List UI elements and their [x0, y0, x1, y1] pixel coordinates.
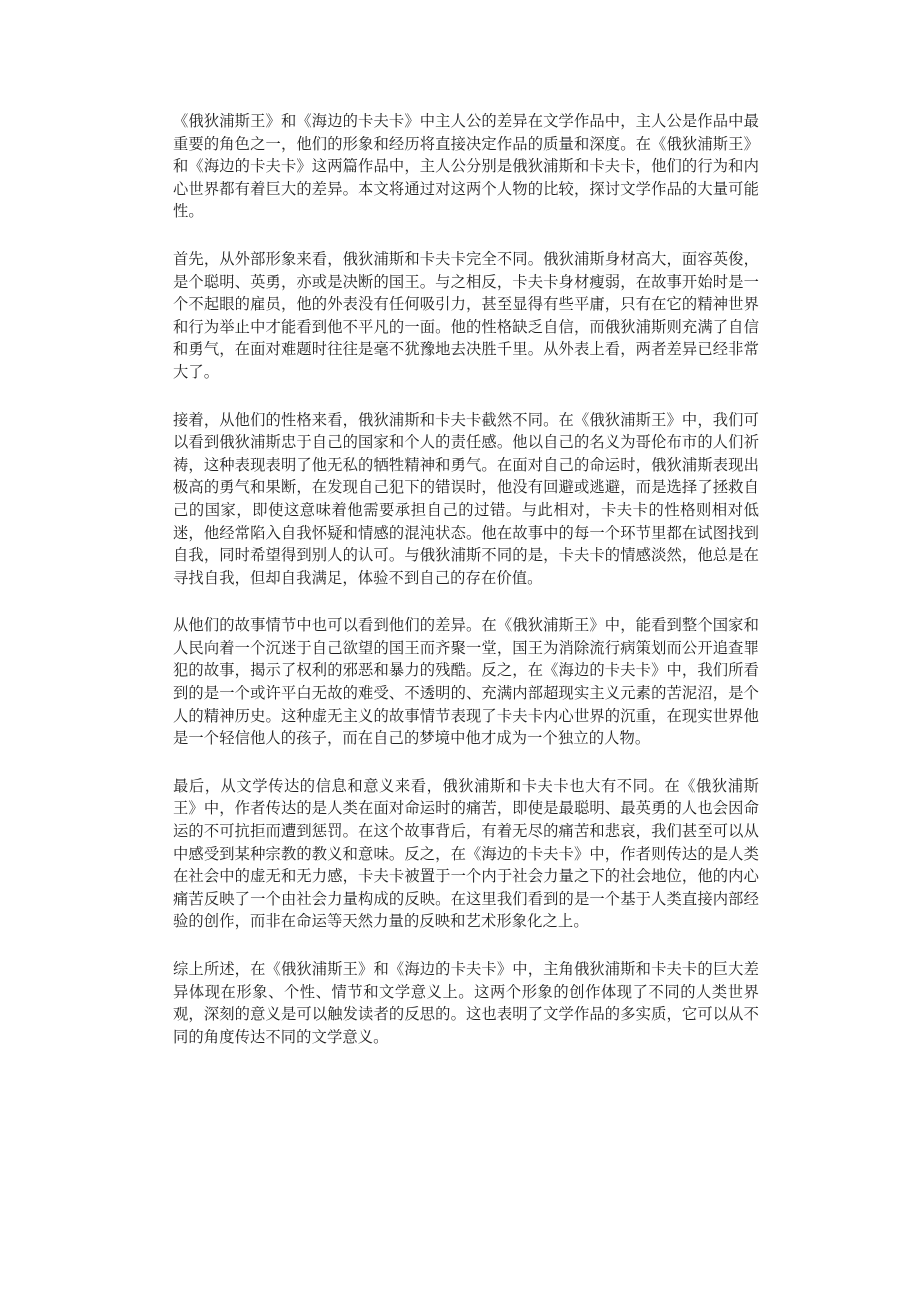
paragraph-conclusion: 综上所述，在《俄狄浦斯王》和《海边的卡夫卡》中，主角俄狄浦斯和卡夫卡的巨大差异体现在形象、个性、情节和文学意义上。这两个形象的创作体现了不同的人类世界观，深刻的意义是可以触发读者的反思的。这也表明了文学作品的多实质，它可以从不同的角度传达不同的文学意义。 [173, 960, 759, 1046]
paragraph-appearance: 首先，从外部形象来看，俄狄浦斯和卡夫卡完全不同。俄狄浦斯身材高大，面容英俊，是个聪明、英勇，亦或是决断的国王。与之相反，卡夫卡身材瘦弱，在故事开始时是一个不起眼的雇员，他的外表没有任何吸引力，甚至显得有些平庸，只有在它的精神世界和行为举止中才能看到他不平凡的一面。他的性格缺乏自信，而俄狄浦斯则充满了自信和勇气，在面对难题时往往是毫不犹豫地去决胜千里。从外表上看，两者差异已经非常大了。 [173, 249, 759, 381]
paragraph-meaning: 最后，从文学传达的信息和意义来看，俄狄浦斯和卡夫卡也大有不同。在《俄狄浦斯王》中，作者传达的是人类在面对命运时的痛苦，即使是最聪明、最英勇的人也会因命运的不可抗拒而遭到惩罚。在这个故事背后，有着无尽的痛苦和悲哀，我们甚至可以从中感受到某种宗教的教义和意味。反之，在《海边的卡夫卡》中，作者则传达的是人类在社会中的虚无和无力感，卡夫卡被置于一个内于社会力量之下的社会地位，他的内心痛苦反映了一个由社会力量构成的反映。在这里我们看到的是一个基于人类直接内部经验的创作，而非在命运等天然力量的反映和艺术形象化之上。 [173, 776, 759, 931]
paragraph-plot: 从他们的故事情节中也可以看到他们的差异。在《俄狄浦斯王》中，能看到整个国家和人民向着一个沉迷于自己欲望的国王而齐聚一堂，国王为消除流行病策划而公开追查罪犯的故事，揭示了权利的邪恶和暴力的残酷。反之，在《海边的卡夫卡》中，我们所看到的是一个或许平白无故的难受、不透明的、充满内部超现实主义元素的苦泥沼，是个人的精神历史。这种虚无主义的故事情节表现了卡夫卡内心世界的沉重，在现实世界他是一个轻信他人的孩子，而在自己的梦境中他才成为一个独立的人物。 [173, 616, 759, 748]
document-body [173, 110, 759, 1048]
paragraph-intro: 《俄狄浦斯王》和《海边的卡夫卡》中主人公的差异在文学作品中，主人公是作品中最重要的角色之一，他们的形象和经历将直接决定作品的质量和深度。在《俄狄浦斯王》和《海边的卡夫卡》这两篇作品中，主人公分别是俄狄浦斯和卡夫卡，他们的行为和内心世界都有着巨大的差异。本文将通过对这两个人物的比较，探讨文学作品的大量可能性。 [173, 112, 759, 221]
paragraph-personality: 接着，从他们的性格来看，俄狄浦斯和卡夫卡截然不同。在《俄狄浦斯王》中，我们可以看到俄狄浦斯忠于自己的国家和个人的责任感。他以自己的名义为哥伦布市的人们祈祷，这种表现表明了他无私的牺牲精神和勇气。在面对自己的命运时，俄狄浦斯表现出极高的勇气和果断，在发现自己犯下的错误时，他没有回避或逃避，而是选择了拯救自己的国家，即使这意味着他需要承担自己的过错。与此相对，卡夫卡的性格则相对低迷，他经常陷入自我怀疑和情感的混沌状态。他在故事中的每一个环节里都在试图找到自我，同时希望得到别人的认可。与俄狄浦斯不同的是，卡夫卡的情感淡然，他总是在寻找自我，但却自我满足，体验不到自己的存在价值。 [173, 410, 759, 587]
